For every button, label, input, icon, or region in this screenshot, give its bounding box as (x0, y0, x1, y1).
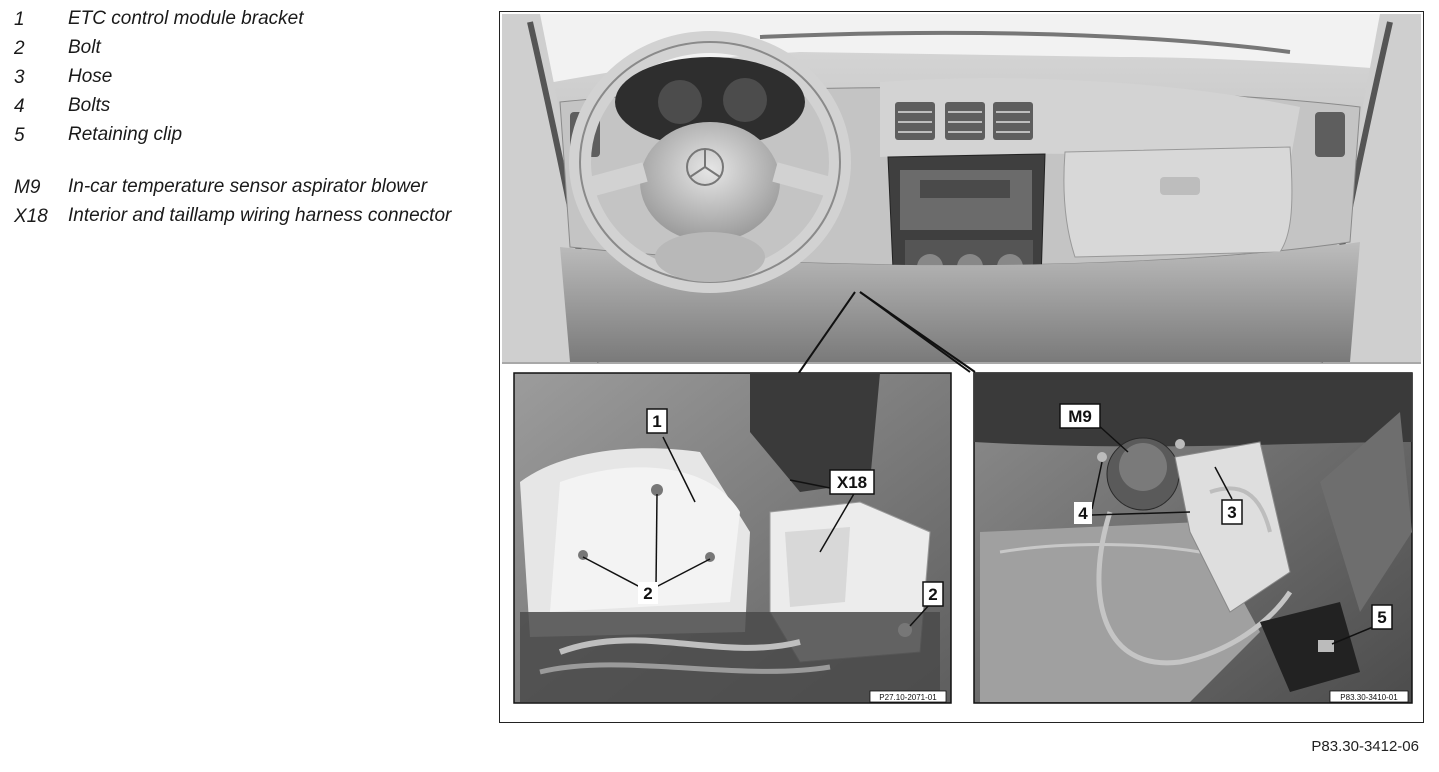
callout-4 (1074, 502, 1092, 524)
legend-code: M9 (14, 177, 41, 198)
legend-item-x18 (14, 202, 454, 231)
dashboard-photo (502, 14, 1421, 400)
legend-spacer (14, 150, 454, 173)
inset-ref-left (870, 691, 946, 702)
svg-text:M9: M9 (1068, 407, 1092, 426)
svg-text:3: 3 (1227, 503, 1237, 522)
callout-2-right (923, 582, 943, 606)
svg-text:2: 2 (643, 584, 653, 603)
inset-ref-right (1330, 691, 1408, 702)
legend-item-5 (14, 121, 454, 150)
callout-1 (647, 409, 667, 433)
legend-item-4 (14, 92, 454, 121)
legend (14, 5, 454, 231)
svg-text:2: 2 (928, 585, 938, 604)
svg-text:X18: X18 (836, 473, 868, 492)
legend-item-2 (14, 34, 454, 63)
legend-item-3 (14, 63, 454, 92)
legend-code: X18 (14, 206, 48, 227)
inset-right (974, 373, 1412, 703)
legend-item-1 (14, 5, 454, 34)
figure-drawing (500, 12, 1423, 722)
legend-code: 5 (14, 125, 25, 146)
legend-text: ETC control module bracket (68, 8, 304, 29)
legend-code: 4 (14, 96, 25, 117)
legend-text: Bolt (68, 37, 101, 58)
legend-code: 1 (14, 9, 25, 30)
callout-5 (1372, 605, 1392, 629)
legend-item-m9 (14, 173, 454, 202)
legend-text: Interior and taillamp wiring harness connector (68, 205, 452, 226)
legend-text: Hose (68, 66, 113, 87)
callout-m9 (1060, 404, 1100, 428)
legend-text: Retaining clip (68, 124, 183, 145)
svg-text:1: 1 (652, 412, 662, 431)
callout-3 (1222, 500, 1242, 524)
svg-text:P27.10-2071-01: P27.10-2071-01 (879, 693, 937, 702)
svg-text:P83.30-3410-01: P83.30-3410-01 (1340, 693, 1398, 702)
figure-reference: P83.30-3412-06 (1311, 738, 1419, 755)
legend-text: Bolts (68, 95, 111, 116)
callout-2-left (638, 582, 658, 604)
callout-x18 (830, 470, 874, 494)
legend-code: 2 (14, 38, 25, 59)
legend-code: 3 (14, 67, 25, 88)
legend-text: In-car temperature sensor aspirator blower (68, 176, 428, 197)
service-figure (499, 11, 1424, 723)
svg-text:5: 5 (1377, 608, 1387, 627)
svg-text:4: 4 (1078, 504, 1088, 523)
inset-left (514, 373, 951, 703)
